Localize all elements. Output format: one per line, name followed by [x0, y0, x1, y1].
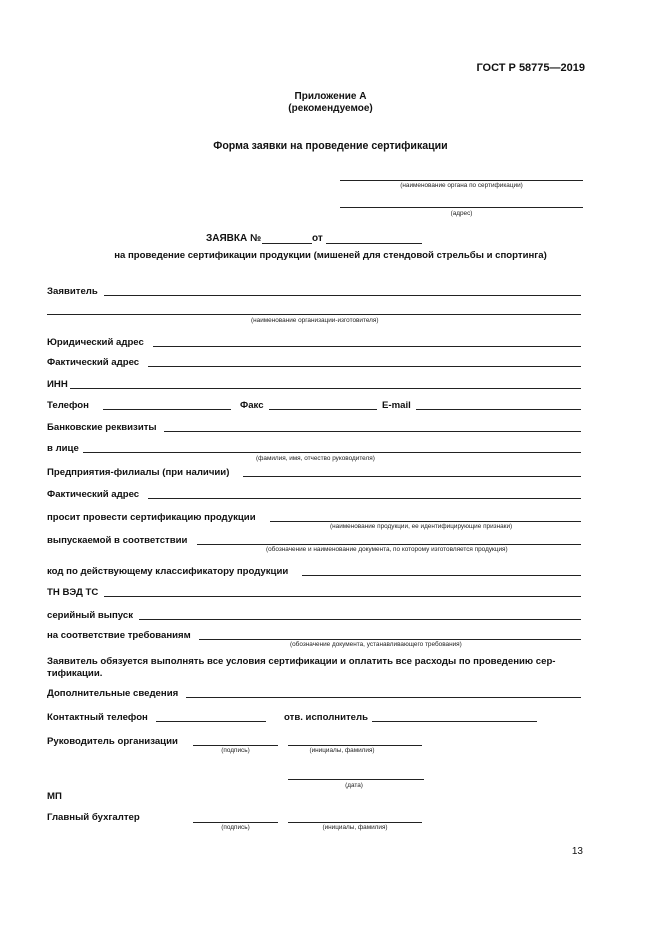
fax-field[interactable]	[269, 409, 377, 410]
application-number-label: ЗАЯВКА №	[206, 233, 262, 244]
additional-field[interactable]	[186, 697, 581, 698]
application-date-field[interactable]	[326, 243, 422, 244]
bank-details-label: Банковские реквизиты	[47, 422, 157, 433]
actual-address-field[interactable]	[148, 366, 581, 367]
accountant-signature-field[interactable]	[193, 822, 278, 823]
fax-label: Факс	[240, 400, 264, 411]
legal-address-label: Юридический адрес	[47, 337, 144, 348]
responsible-field[interactable]	[372, 721, 537, 722]
applicant-caption: (наименование организации-изготовителя)	[251, 317, 379, 324]
request-field[interactable]	[270, 521, 581, 522]
appendix-subtitle: (рекомендуемое)	[288, 103, 373, 114]
accountant-name-caption: (инициалы, фамилия)	[322, 824, 388, 831]
serial-field[interactable]	[139, 619, 581, 620]
tnved-label: ТН ВЭД ТС	[47, 587, 99, 598]
application-number-field[interactable]	[262, 243, 312, 244]
email-field[interactable]	[416, 409, 581, 410]
email-label: E-mail	[382, 400, 411, 411]
phone-field[interactable]	[103, 409, 231, 410]
actual-address-2-label: Фактический адрес	[47, 489, 140, 500]
standard-designation: ГОСТ Р 58775—2019	[476, 62, 585, 74]
contact-phone-field[interactable]	[156, 721, 266, 722]
page-number: 13	[571, 846, 583, 857]
compliance-caption: (обозначение документа, устанавливающего требования)	[290, 641, 462, 648]
produced-caption: (обозначение и наименование документа, по которому изготовляется продукция)	[266, 546, 508, 553]
head-label: Руководитель организации	[47, 736, 178, 747]
contact-phone-label: Контактный телефон	[47, 712, 148, 723]
in-person-field[interactable]	[83, 452, 581, 453]
accountant-name-field[interactable]	[288, 822, 422, 823]
application-from-label: от	[312, 233, 323, 244]
applicant-field[interactable]	[104, 295, 581, 296]
organ-address-caption: (адрес)	[450, 210, 473, 217]
obligation-line-2: тификации.	[47, 668, 103, 679]
produced-label: выпускаемой в соответствии	[47, 535, 188, 546]
produced-field[interactable]	[197, 544, 581, 545]
obligation-line-1: Заявитель обязуется выполнять все условия сертификации и оплатить все расходы по проведению сер-	[47, 656, 556, 667]
application-purpose: на проведение сертификации продукции (мишеней для стендовой стрельбы и спортинга)	[114, 250, 547, 261]
certification-organ-line[interactable]	[340, 180, 583, 181]
inn-label: ИНН	[47, 379, 68, 390]
bank-details-field[interactable]	[164, 431, 581, 432]
serial-label: серийный выпуск	[47, 610, 133, 621]
appendix-title: Приложение А	[294, 91, 367, 102]
phone-label: Телефон	[47, 400, 89, 411]
head-signature-field[interactable]	[193, 745, 278, 746]
actual-address-label: Фактический адрес	[47, 357, 140, 368]
date-caption: (дата)	[345, 782, 363, 789]
accountant-signature-caption: (подпись)	[221, 824, 250, 831]
responsible-label: отв. исполнитель	[284, 712, 369, 723]
compliance-label: на соответствие требованиям	[47, 630, 191, 641]
accountant-label: Главный бухгалтер	[47, 812, 140, 823]
stamp-label: МП	[47, 791, 62, 802]
actual-address-2-field[interactable]	[148, 498, 581, 499]
applicant-field-2[interactable]	[47, 314, 581, 315]
branches-label: Предприятия-филиалы (при наличии)	[47, 467, 230, 478]
request-caption: (наименование продукции, ее идентифицирующие признаки)	[330, 523, 513, 530]
head-name-field[interactable]	[288, 745, 422, 746]
form-title: Форма заявки на проведение сертификации	[213, 140, 448, 152]
in-person-label: в лице	[47, 443, 79, 454]
in-person-caption: (фамилия, имя, отчество руководителя)	[256, 455, 375, 462]
additional-label: Дополнительные сведения	[47, 688, 179, 699]
applicant-label: Заявитель	[47, 286, 98, 297]
certification-organ-caption: (наименование органа по сертификации)	[400, 182, 523, 189]
legal-address-field[interactable]	[153, 346, 581, 347]
inn-field[interactable]	[70, 388, 581, 389]
request-label: просит провести сертификацию продукции	[47, 512, 256, 523]
compliance-field[interactable]	[199, 639, 581, 640]
classifier-label: код по действующему классификатору продукции	[47, 566, 289, 577]
head-name-caption: (инициалы, фамилия)	[309, 747, 375, 754]
date-field[interactable]	[288, 779, 424, 780]
classifier-field[interactable]	[302, 575, 581, 576]
organ-address-line[interactable]	[340, 207, 583, 208]
tnved-field[interactable]	[104, 596, 581, 597]
head-signature-caption: (подпись)	[221, 747, 250, 754]
branches-field[interactable]	[243, 476, 581, 477]
